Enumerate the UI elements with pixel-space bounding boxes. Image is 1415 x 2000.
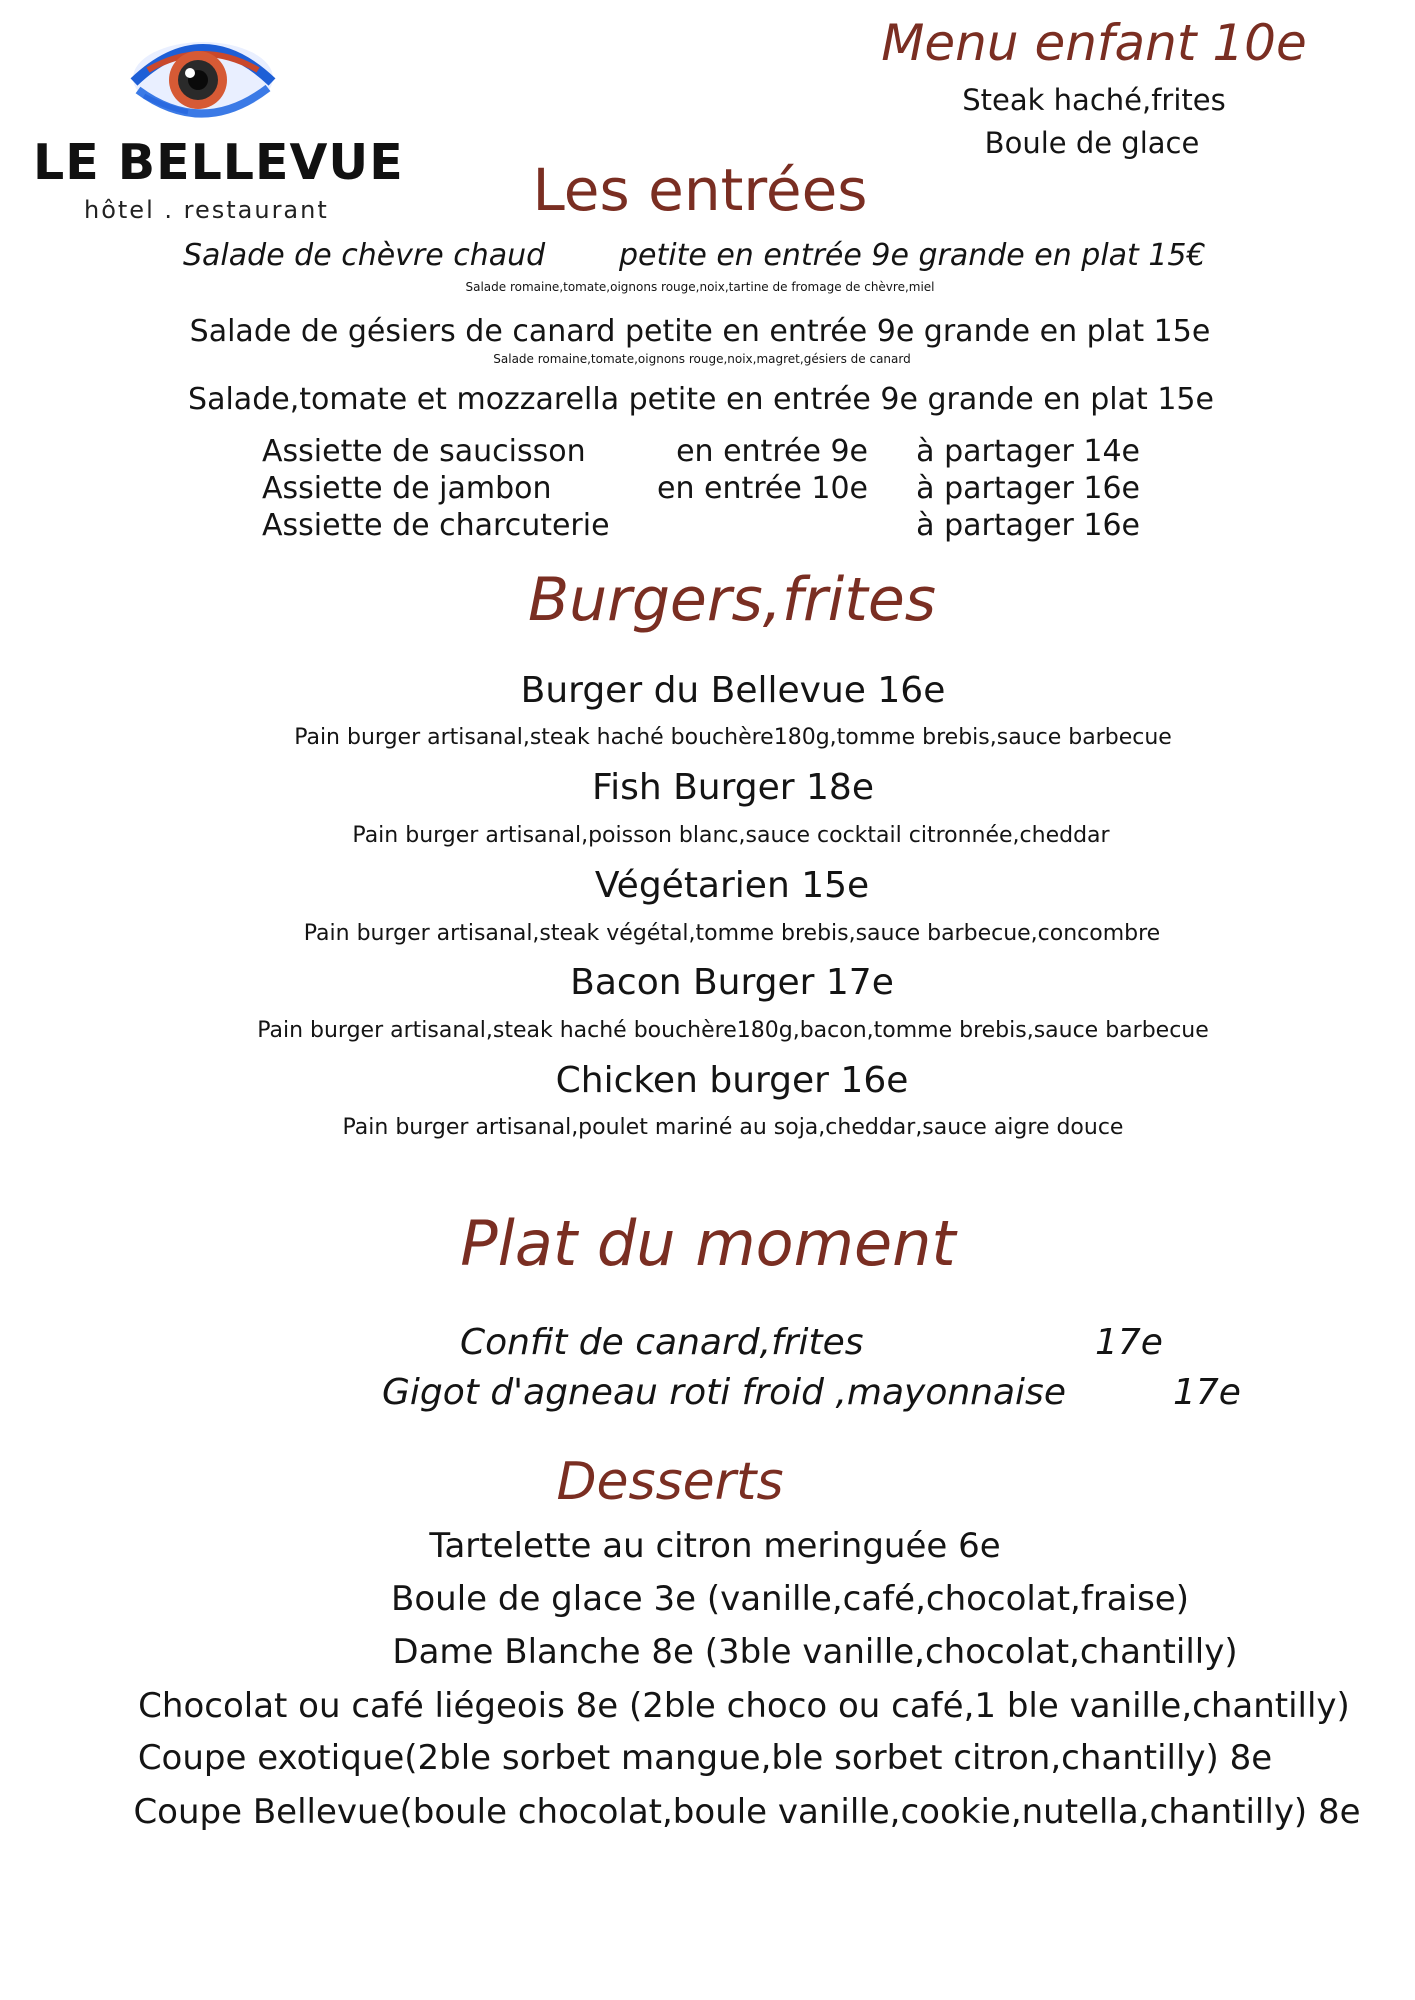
eye-icon (128, 30, 278, 120)
menu-item-line: Salade de gésiers de canard petite en entrée 9e grande en plat 15e (189, 314, 1211, 349)
special-price: 17e (1095, 1322, 1163, 1363)
burger-desc: Pain burger artisanal,poulet mariné au soja,cheddar,sauce aigre douce (342, 1115, 1124, 1140)
dessert-item: Boule de glace 3e (vanille,café,chocolat,fraise) (391, 1579, 1189, 1619)
plate-starter-price: en entrée 9e (676, 434, 868, 469)
plate-share-price: à partager 16e (916, 508, 1140, 543)
burger-name: Bacon Burger 17e (570, 962, 894, 1003)
section-title-special: Plat du moment (460, 1207, 956, 1280)
burger-desc: Pain burger artisanal,steak végétal,tomme brebis,sauce barbecue,concombre (303, 921, 1161, 946)
burger-name: Burger du Bellevue 16e (520, 670, 946, 711)
dessert-item: Tartelette au citron meringuée 6e (429, 1526, 1001, 1566)
plate-starter-price: en entrée 10e (657, 471, 868, 506)
special-name: Confit de canard,frites (460, 1322, 864, 1363)
plate-share-price: à partager 14e (916, 434, 1140, 469)
menu-item-line: Salade,tomate et mozzarella petite en entrée 9e grande en plat 15e (188, 382, 1214, 417)
burger-name: Végétarien 15e (594, 865, 870, 906)
special-price: 17e (1173, 1372, 1241, 1413)
logo-subtitle: hôtel . restaurant (84, 196, 329, 224)
section-title-desserts: Desserts (556, 1452, 784, 1512)
kids-menu-line: Steak haché,frites (962, 83, 1226, 117)
kids-menu-line: Boule de glace (984, 126, 1200, 160)
kids-menu-title: Menu enfant 10e (881, 14, 1307, 72)
plate-name: Assiette de jambon (262, 471, 552, 506)
burger-desc: Pain burger artisanal,poisson blanc,sauce cocktail citronnée,cheddar (352, 823, 1110, 848)
menu-item-desc: Salade romaine,tomate,oignons rouge,noix,tartine de fromage de chèvre,miel (465, 280, 935, 294)
plate-name: Assiette de saucisson (262, 434, 586, 469)
burger-desc: Pain burger artisanal,steak haché bouchère180g,bacon,tomme brebis,sauce barbecue (257, 1018, 1209, 1043)
burger-name: Chicken burger 16e (555, 1060, 909, 1101)
dessert-item: Coupe Bellevue(boule chocolat,boule vanille,cookie,nutella,chantilly) 8e (133, 1792, 1361, 1832)
section-title-burgers: Burgers,frites (527, 565, 937, 635)
section-title-starters: Les entrées (532, 156, 868, 224)
burger-desc: Pain burger artisanal,steak haché bouchère180g,tomme brebis,sauce barbecue (294, 725, 1172, 750)
logo-name: LE BELLEVUE (33, 134, 404, 191)
plate-name: Assiette de charcuterie (262, 508, 610, 543)
dessert-item: Coupe exotique(2ble sorbet mangue,ble sorbet citron,chantilly) 8e (137, 1738, 1273, 1778)
menu-item-desc: Salade romaine,tomate,oignons rouge,noix,magret,gésiers de canard (493, 352, 911, 366)
special-name: Gigot d'agneau roti froid ,mayonnaise (382, 1372, 1066, 1413)
dessert-item: Chocolat ou café liégeois 8e (2ble choco ou café,1 ble vanille,chantilly) (138, 1686, 1350, 1726)
burger-name: Fish Burger 18e (592, 767, 874, 808)
plate-share-price: à partager 16e (916, 471, 1140, 506)
menu-item-prices: petite en entrée 9e grande en plat 15€ (619, 238, 1206, 273)
menu-item-name: Salade de chèvre chaud (183, 238, 546, 273)
dessert-item: Dame Blanche 8e (3ble vanille,chocolat,chantilly) (392, 1632, 1238, 1672)
